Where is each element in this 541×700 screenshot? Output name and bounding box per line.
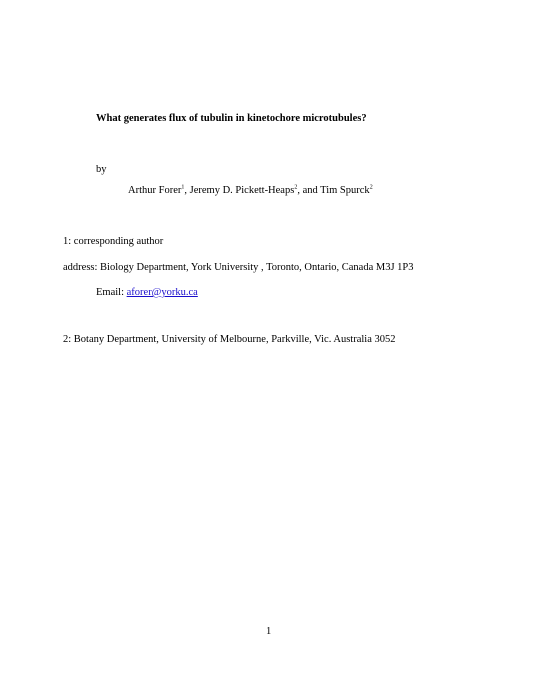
email-link[interactable]: aforer@yorku.ca	[126, 287, 198, 298]
paper-title: What generates flux of tubulin in kinetochore microtubules?	[96, 113, 367, 124]
author-affiliation-marker: 2	[294, 184, 298, 191]
author-affiliation-marker: 2	[369, 184, 373, 191]
corresponding-author-note: 1: corresponding author	[63, 236, 164, 247]
author-list	[128, 184, 373, 197]
email-line	[96, 286, 198, 299]
email-label: Email:	[96, 287, 127, 298]
address-line: address: Biology Department, York University , Toronto, Ontario, Canada M3J 1P3	[63, 262, 414, 273]
author-separator: , and	[297, 185, 321, 196]
author-name: Tim Spurck	[320, 185, 370, 196]
by-label: by	[96, 164, 107, 175]
affiliation-2: 2: Botany Department, University of Melbourne, Parkville, Vic. Australia 3052	[63, 334, 396, 345]
author-affiliation-marker: 1	[181, 184, 185, 191]
page-number: 1	[266, 626, 272, 637]
author-name: Jeremy D. Pickett-Heaps	[189, 185, 295, 196]
author-name: Arthur Forer	[128, 185, 182, 196]
author-separator: ,	[184, 185, 190, 196]
